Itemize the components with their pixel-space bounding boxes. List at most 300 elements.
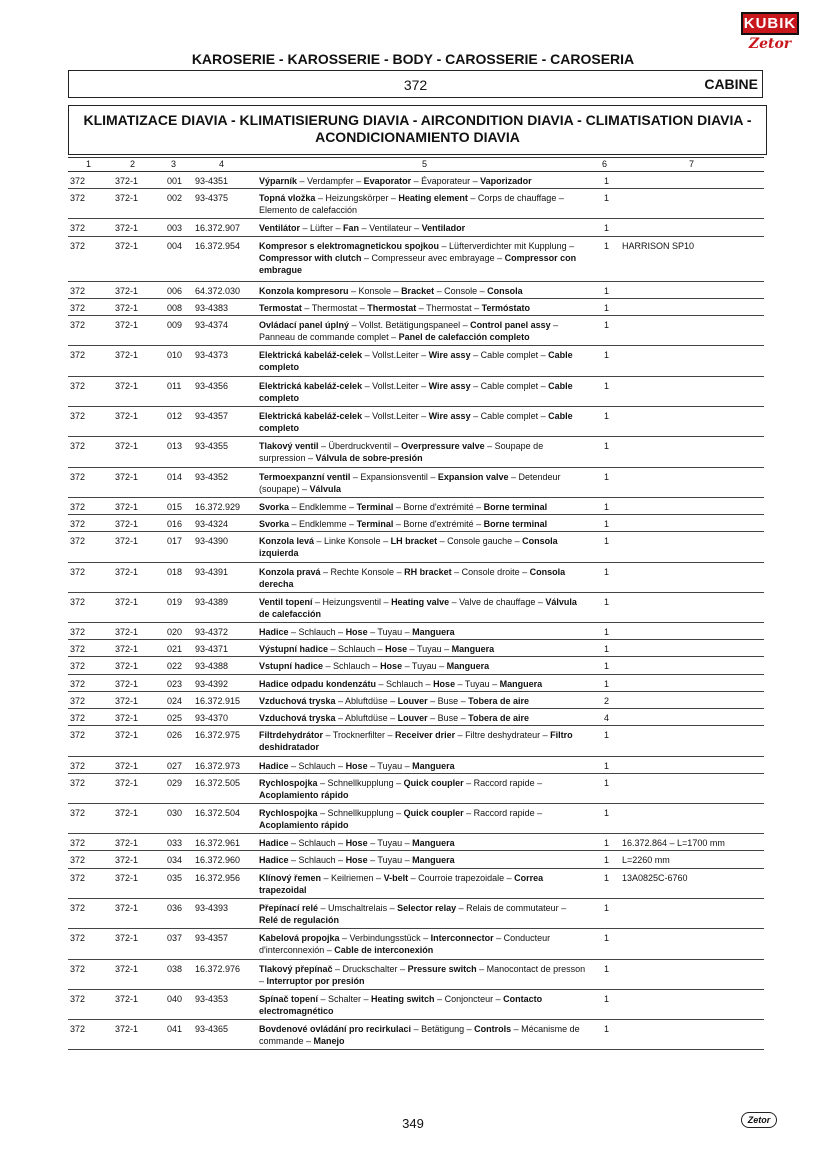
description-d: – Vollst.Leiter – (362, 350, 429, 361)
cell-position: 038 (167, 963, 183, 974)
description-es: Válvula (309, 483, 342, 494)
description-cz: Vzduchová tryska (259, 695, 336, 706)
cell-part-number: 93-4365 (195, 1024, 229, 1035)
description-cz: Tlakový ventil (259, 441, 319, 452)
description-d: – Umschaltrelais – (318, 902, 398, 913)
description-d: – Heizungskörper – (315, 193, 399, 204)
cell-part-number: 16.372.915 (195, 695, 241, 706)
description-f: – Tuyau – (367, 838, 413, 849)
cell-subgroup: 372-1 (115, 872, 139, 883)
cell-subgroup: 372-1 (115, 410, 139, 421)
description-en: Quick coupler (403, 777, 464, 788)
cell-position: 023 (167, 678, 183, 689)
description-d: – Druckschalter – (332, 963, 408, 974)
cell-subgroup: 372-1 (115, 855, 139, 866)
table-row (68, 851, 764, 868)
description-en: Fan (343, 223, 360, 234)
table-row (68, 407, 764, 437)
description-en: Control panel assy (470, 320, 551, 331)
table-row (68, 834, 764, 851)
description-cz: Svorka (259, 501, 290, 512)
description-en: Expansion valve (437, 471, 509, 482)
description-f: – Thermostat – (416, 302, 482, 313)
cell-part-number: 93-4390 (195, 536, 229, 547)
table-row (68, 282, 764, 299)
description-en: Heating valve (391, 596, 450, 607)
cell-description (259, 596, 587, 620)
table-row (68, 675, 764, 692)
description-f: – Valve de chauffage – (449, 596, 546, 607)
group-number: 372 (403, 77, 428, 93)
cell-part-number: 93-4393 (195, 902, 229, 913)
cell-position: 020 (167, 627, 183, 638)
description-en: Hose (380, 661, 403, 672)
table-row (68, 593, 764, 623)
description-en: Hose (433, 678, 456, 689)
description-f: – Évaporateur – (411, 176, 481, 186)
cell-subgroup: 372-1 (115, 176, 139, 186)
description-en: Controls (474, 1024, 512, 1035)
description-cz: Konzola pravá (259, 566, 321, 577)
cell-description (259, 240, 587, 276)
cell-subgroup: 372-1 (115, 320, 139, 331)
description-d: – Verdampfer – (297, 176, 364, 186)
cell-part-number: 16.372.961 (195, 838, 241, 849)
description-cz: Kompresor s elektromagnetickou spojkou (259, 240, 440, 251)
cell-group: 372 (70, 644, 86, 655)
cell-group: 372 (70, 838, 86, 849)
cell-group: 372 (70, 678, 86, 689)
cell-part-number: 16.372.960 (195, 855, 241, 866)
cell-group: 372 (70, 760, 86, 771)
cell-group: 372 (70, 536, 86, 547)
description-cz: Elektrická kabeláž-celek (259, 350, 363, 361)
cell-subgroup: 372-1 (115, 993, 139, 1004)
table-row (68, 774, 764, 804)
description-d: – Schlauch – (288, 760, 346, 771)
cell-position: 002 (167, 193, 183, 204)
description-cz: Elektrická kabeláž-celek (259, 380, 363, 391)
cell-subgroup: 372-1 (115, 223, 139, 234)
description-f: – Borne d'extrémité – (393, 519, 484, 530)
table-row (68, 563, 764, 593)
cell-group: 372 (70, 695, 86, 706)
description-d: – Überdruckventil – (318, 441, 402, 452)
description-f: – Console – (434, 285, 488, 296)
description-f: – Soupape de surpression – (259, 441, 544, 464)
cell-quantity: 1 (604, 566, 610, 577)
cell-note: L=2260 mm (622, 855, 670, 866)
col-header-4: 4 (219, 159, 225, 169)
description-d: – Schnellkupplung – (317, 808, 404, 818)
cell-subgroup: 372-1 (115, 627, 139, 638)
cell-part-number: 16.372.929 (195, 501, 241, 512)
description-en: Hose (345, 855, 368, 866)
cell-position: 012 (167, 410, 183, 421)
description-en: Compressor with clutch (259, 252, 362, 263)
table-row (68, 960, 764, 990)
cell-position: 030 (167, 808, 183, 818)
cell-group: 372 (70, 350, 86, 361)
description-d: – Trocknerfilter – (323, 730, 396, 741)
description-en: Pressure switch (407, 963, 477, 974)
cell-position: 017 (167, 536, 183, 547)
table-row (68, 346, 764, 376)
description-f: – Conjoncteur – (434, 993, 504, 1004)
cell-subgroup: 372-1 (115, 441, 139, 452)
cell-part-number: 93-4374 (195, 320, 229, 331)
description-d: – Schlauch – (288, 838, 346, 849)
cell-quantity: 1 (604, 176, 610, 186)
cell-quantity: 1 (604, 838, 610, 849)
description-cz: Termoexpanzní ventil (259, 471, 351, 482)
cell-part-number: 64.372.030 (195, 285, 241, 296)
description-en: Terminal (356, 519, 394, 530)
table-body (68, 172, 764, 1050)
cell-position: 008 (167, 302, 183, 313)
description-cz: Přepínací relé (259, 902, 319, 913)
cell-quantity: 1 (604, 933, 610, 944)
cell-position: 006 (167, 285, 183, 296)
description-d: – Vollst.Leiter – (362, 410, 429, 421)
description-f: – Tuyau – (367, 760, 413, 771)
table-row (68, 899, 764, 929)
description-es: Manguera (412, 838, 455, 849)
description-cz: Bovdenové ovládání pro recirkulaci (259, 1024, 412, 1035)
cell-description (259, 932, 587, 956)
cell-part-number: 93-4391 (195, 566, 229, 577)
description-f: – Courroie trapezoidale – (408, 872, 515, 883)
description-f: – Panneau de commande complet – (259, 320, 559, 343)
cell-description (259, 380, 587, 404)
cell-position: 011 (167, 380, 182, 391)
parts-table (68, 157, 764, 1050)
cell-part-number: 93-4357 (195, 933, 229, 944)
cell-quantity: 1 (604, 410, 610, 421)
cell-part-number: 16.372.907 (195, 223, 241, 234)
section-title-line1: KLIMATIZACE DIAVIA - KLIMATISIERUNG DIAVIA - AIRCONDITION DIAVIA - CLIMATISATION DIAVIA - (83, 112, 752, 128)
description-d: – Heizungsventil – (312, 596, 392, 607)
table-row (68, 990, 764, 1020)
cell-position: 041 (167, 1024, 183, 1035)
description-en: V-belt (383, 872, 409, 883)
description-en: Evaporator (363, 176, 412, 186)
description-es: Manejo (313, 1036, 345, 1047)
cell-part-number: 16.372.504 (195, 808, 241, 818)
cell-note: 16.372.864 – L=1700 mm (622, 838, 725, 849)
description-d: – Lüfterverdichter mit Kupplung – (439, 240, 575, 251)
cell-subgroup: 372-1 (115, 501, 139, 512)
cell-position: 009 (167, 320, 183, 331)
table-row (68, 709, 764, 726)
cell-position: 019 (167, 596, 183, 607)
description-d: – Endklemme – (289, 519, 357, 530)
cell-description (259, 760, 587, 772)
description-cz: Klínový řemen (259, 872, 322, 883)
description-cz: Tlakový přepínač (259, 963, 333, 974)
cell-group: 372 (70, 993, 86, 1004)
description-cz: Výparník (259, 176, 298, 186)
table-row (68, 623, 764, 640)
cell-position: 034 (167, 855, 183, 866)
cell-subgroup: 372-1 (115, 661, 139, 672)
description-cz: Ventil topení (259, 596, 313, 607)
description-en: Bracket (401, 285, 435, 296)
cell-note: 13A0825C-6760 (622, 872, 688, 883)
description-en: Wire assy (428, 410, 471, 421)
cell-quantity: 1 (604, 730, 610, 741)
cell-part-number: 93-4389 (195, 596, 229, 607)
col-header-6: 6 (602, 159, 608, 169)
description-es: Manguera (499, 678, 543, 689)
description-f: – Corps de chauffage – Elemento de calefacción (259, 193, 564, 216)
cell-part-number: 16.372.956 (195, 872, 241, 883)
description-f: – Raccord rapide – (463, 777, 543, 788)
table-row (68, 869, 764, 899)
description-d: – Schlauch – (288, 627, 346, 638)
description-d: – Abluftdüse – (335, 695, 398, 706)
table-row (68, 237, 764, 282)
description-es: Tobera de aire (468, 713, 529, 724)
cell-group: 372 (70, 855, 86, 866)
cell-part-number: 93-4372 (195, 627, 229, 638)
description-cz: Ovládací panel úplný (259, 320, 350, 331)
cell-quantity: 1 (604, 596, 610, 607)
description-es: Acoplamiento rápido (259, 820, 349, 830)
cell-description (259, 963, 587, 987)
cell-part-number: 93-4373 (195, 350, 229, 361)
cell-subgroup: 372-1 (115, 596, 139, 607)
description-es: Filtro deshidratador (259, 730, 573, 753)
kubik-logo-text: KUBIK (741, 12, 799, 35)
description-es: Cable de interconexión (334, 945, 434, 956)
description-cz: Spínač topení (259, 993, 319, 1004)
cell-part-number: 93-4351 (195, 176, 229, 186)
cell-quantity: 1 (604, 777, 610, 788)
description-es: Válvula de sobre-presión (315, 453, 423, 464)
cell-part-number: 93-4370 (195, 713, 229, 724)
cell-subgroup: 372-1 (115, 933, 139, 944)
description-en: Louver (397, 713, 428, 724)
cell-group: 372 (70, 902, 86, 913)
zetor-logo-text: Zetor (748, 36, 792, 52)
cell-subgroup: 372-1 (115, 350, 139, 361)
description-es: Manguera (446, 661, 490, 672)
col-header-7: 7 (689, 159, 695, 169)
description-es: Borne terminal (483, 501, 548, 512)
cell-quantity: 1 (604, 627, 610, 638)
cell-part-number: 93-4352 (195, 471, 229, 482)
cell-part-number: 93-4353 (195, 993, 229, 1004)
cell-subgroup: 372-1 (115, 838, 139, 849)
description-cz: Filtrdehydrátor (259, 730, 324, 741)
description-d: – Schlauch – (376, 678, 434, 689)
cell-group: 372 (70, 176, 86, 186)
cell-subgroup: 372-1 (115, 777, 139, 788)
description-d: – Verbindungsstück – (339, 933, 431, 944)
cell-group: 372 (70, 777, 86, 788)
description-cz: Hadice odpadu kondenzátu (259, 678, 377, 689)
cell-position: 003 (167, 223, 183, 234)
description-es: Manguera (412, 760, 455, 771)
cell-description (259, 729, 587, 753)
description-f: – Conducteur d'interconnexión – (259, 933, 551, 956)
footer-zetor-logo: Zetor (741, 1112, 777, 1128)
cell-quantity: 1 (604, 536, 610, 547)
description-f: – Filtre deshydrateur – (455, 730, 551, 741)
description-cz: Elektrická kabeláž-celek (259, 410, 363, 421)
table-row (68, 657, 764, 674)
description-f: – Cable complet – (470, 410, 549, 421)
cell-group: 372 (70, 501, 86, 512)
description-es: Ventilador (421, 223, 466, 234)
cell-position: 026 (167, 730, 183, 741)
cell-group: 372 (70, 627, 86, 638)
cell-description (259, 1023, 587, 1047)
cell-part-number: 93-4371 (195, 644, 229, 655)
cell-quantity: 2 (604, 695, 610, 706)
description-en: RH bracket (404, 566, 452, 577)
description-en: Hose (345, 838, 368, 849)
cell-part-number: 93-4392 (195, 678, 229, 689)
cell-group: 372 (70, 730, 86, 741)
description-en: Receiver drier (395, 730, 456, 741)
description-es: Interruptor por presión (266, 975, 365, 986)
table-row (68, 437, 764, 467)
table-row (68, 377, 764, 407)
cell-group: 372 (70, 519, 86, 530)
cell-position: 004 (167, 240, 183, 251)
cell-position: 013 (167, 441, 183, 452)
cell-part-number: 93-4355 (195, 441, 229, 452)
cell-group: 372 (70, 566, 86, 577)
cell-position: 018 (167, 566, 183, 577)
section-title (68, 105, 767, 155)
cell-description (259, 319, 587, 343)
description-en: Selector relay (397, 902, 457, 913)
description-d: – Schlauch – (288, 855, 346, 866)
table-row (68, 299, 764, 316)
cell-subgroup: 372-1 (115, 285, 139, 296)
description-es: Consola derecha (259, 566, 566, 589)
cell-description (259, 902, 587, 926)
description-es: Válvula de calefacción (259, 596, 577, 619)
description-en: Hose (385, 644, 408, 655)
table-row (68, 189, 764, 219)
cell-quantity: 1 (604, 285, 610, 296)
description-f: – Buse – (427, 695, 469, 706)
table-row (68, 316, 764, 346)
cell-part-number: 93-4375 (195, 193, 229, 204)
section-title-line2: ACONDICIONAMIENTO DIAVIA (315, 129, 520, 145)
cell-subgroup: 372-1 (115, 760, 139, 771)
cell-quantity: 1 (604, 644, 610, 655)
cell-position: 033 (167, 838, 183, 849)
cell-subgroup: 372-1 (115, 808, 139, 818)
cell-description (259, 712, 587, 724)
description-f: – Mécanisme de commande – (259, 1024, 580, 1047)
cell-group: 372 (70, 596, 86, 607)
table-row (68, 468, 764, 498)
col-header-1: 1 (86, 159, 92, 169)
cell-description (259, 854, 587, 866)
cell-position: 015 (167, 501, 183, 512)
description-d: – Vollst.Leiter – (362, 380, 429, 391)
description-es: Manguera (412, 855, 455, 866)
cell-group: 372 (70, 193, 86, 204)
cell-part-number: 16.372.973 (195, 760, 241, 771)
cell-group: 372 (70, 302, 86, 313)
description-cz: Kabelová propojka (259, 933, 340, 944)
cell-quantity: 1 (604, 380, 610, 391)
cell-description (259, 660, 587, 672)
cell-part-number: 93-4388 (195, 661, 229, 672)
cell-subgroup: 372-1 (115, 566, 139, 577)
cell-part-number: 93-4356 (195, 380, 229, 391)
cell-description (259, 175, 587, 187)
table-row (68, 640, 764, 657)
table-row (68, 515, 764, 532)
cell-description (259, 471, 587, 495)
cell-position: 035 (167, 872, 183, 883)
cell-description (259, 643, 587, 655)
description-cz: Vzduchová tryska (259, 713, 336, 724)
description-cz: Ventilátor (259, 223, 301, 234)
description-es: Tobera de aire (468, 695, 529, 706)
cell-position: 027 (167, 760, 183, 771)
table-row (68, 498, 764, 515)
description-es: Contacto electromagnético (259, 993, 543, 1016)
description-f: – Console droite – (451, 566, 530, 577)
description-en: Interconnector (430, 933, 494, 944)
cell-description (259, 302, 587, 314)
cell-group: 372 (70, 713, 86, 724)
cell-quantity: 4 (604, 713, 610, 724)
description-f: – Manocontact de presson – (259, 963, 586, 986)
description-es: Consola izquierda (259, 536, 558, 559)
cell-description (259, 518, 587, 530)
cell-position: 029 (167, 777, 183, 788)
description-d: – Betätigung – (411, 1024, 475, 1035)
group-name: CABINE (704, 76, 758, 92)
cell-description (259, 222, 587, 234)
description-es: Acoplamiento rápido (259, 789, 349, 800)
description-es: Panel de calefacción completo (398, 332, 530, 343)
cell-quantity: 1 (604, 993, 610, 1004)
description-es: Relé de regulación (259, 914, 340, 925)
cell-subgroup: 372-1 (115, 1024, 139, 1035)
group-box (68, 70, 763, 98)
cell-group: 372 (70, 380, 86, 391)
cell-subgroup: 372-1 (115, 302, 139, 313)
cell-group: 372 (70, 1024, 86, 1035)
cell-description (259, 501, 587, 513)
cell-quantity: 1 (604, 519, 610, 530)
cell-description (259, 440, 587, 464)
description-cz: Svorka (259, 519, 290, 530)
description-d: – Schalter – (318, 993, 372, 1004)
description-f: – Tuyau – (367, 855, 413, 866)
cell-quantity: 1 (604, 320, 610, 331)
cell-position: 010 (167, 350, 183, 361)
description-f: – Compresseur avec embrayage – (361, 252, 505, 263)
description-cz: Topná vložka (259, 193, 316, 204)
cell-subgroup: 372-1 (115, 902, 139, 913)
cell-subgroup: 372-1 (115, 695, 139, 706)
description-en: Heating element (398, 193, 468, 204)
cell-position: 025 (167, 713, 183, 724)
cell-group: 372 (70, 471, 86, 482)
